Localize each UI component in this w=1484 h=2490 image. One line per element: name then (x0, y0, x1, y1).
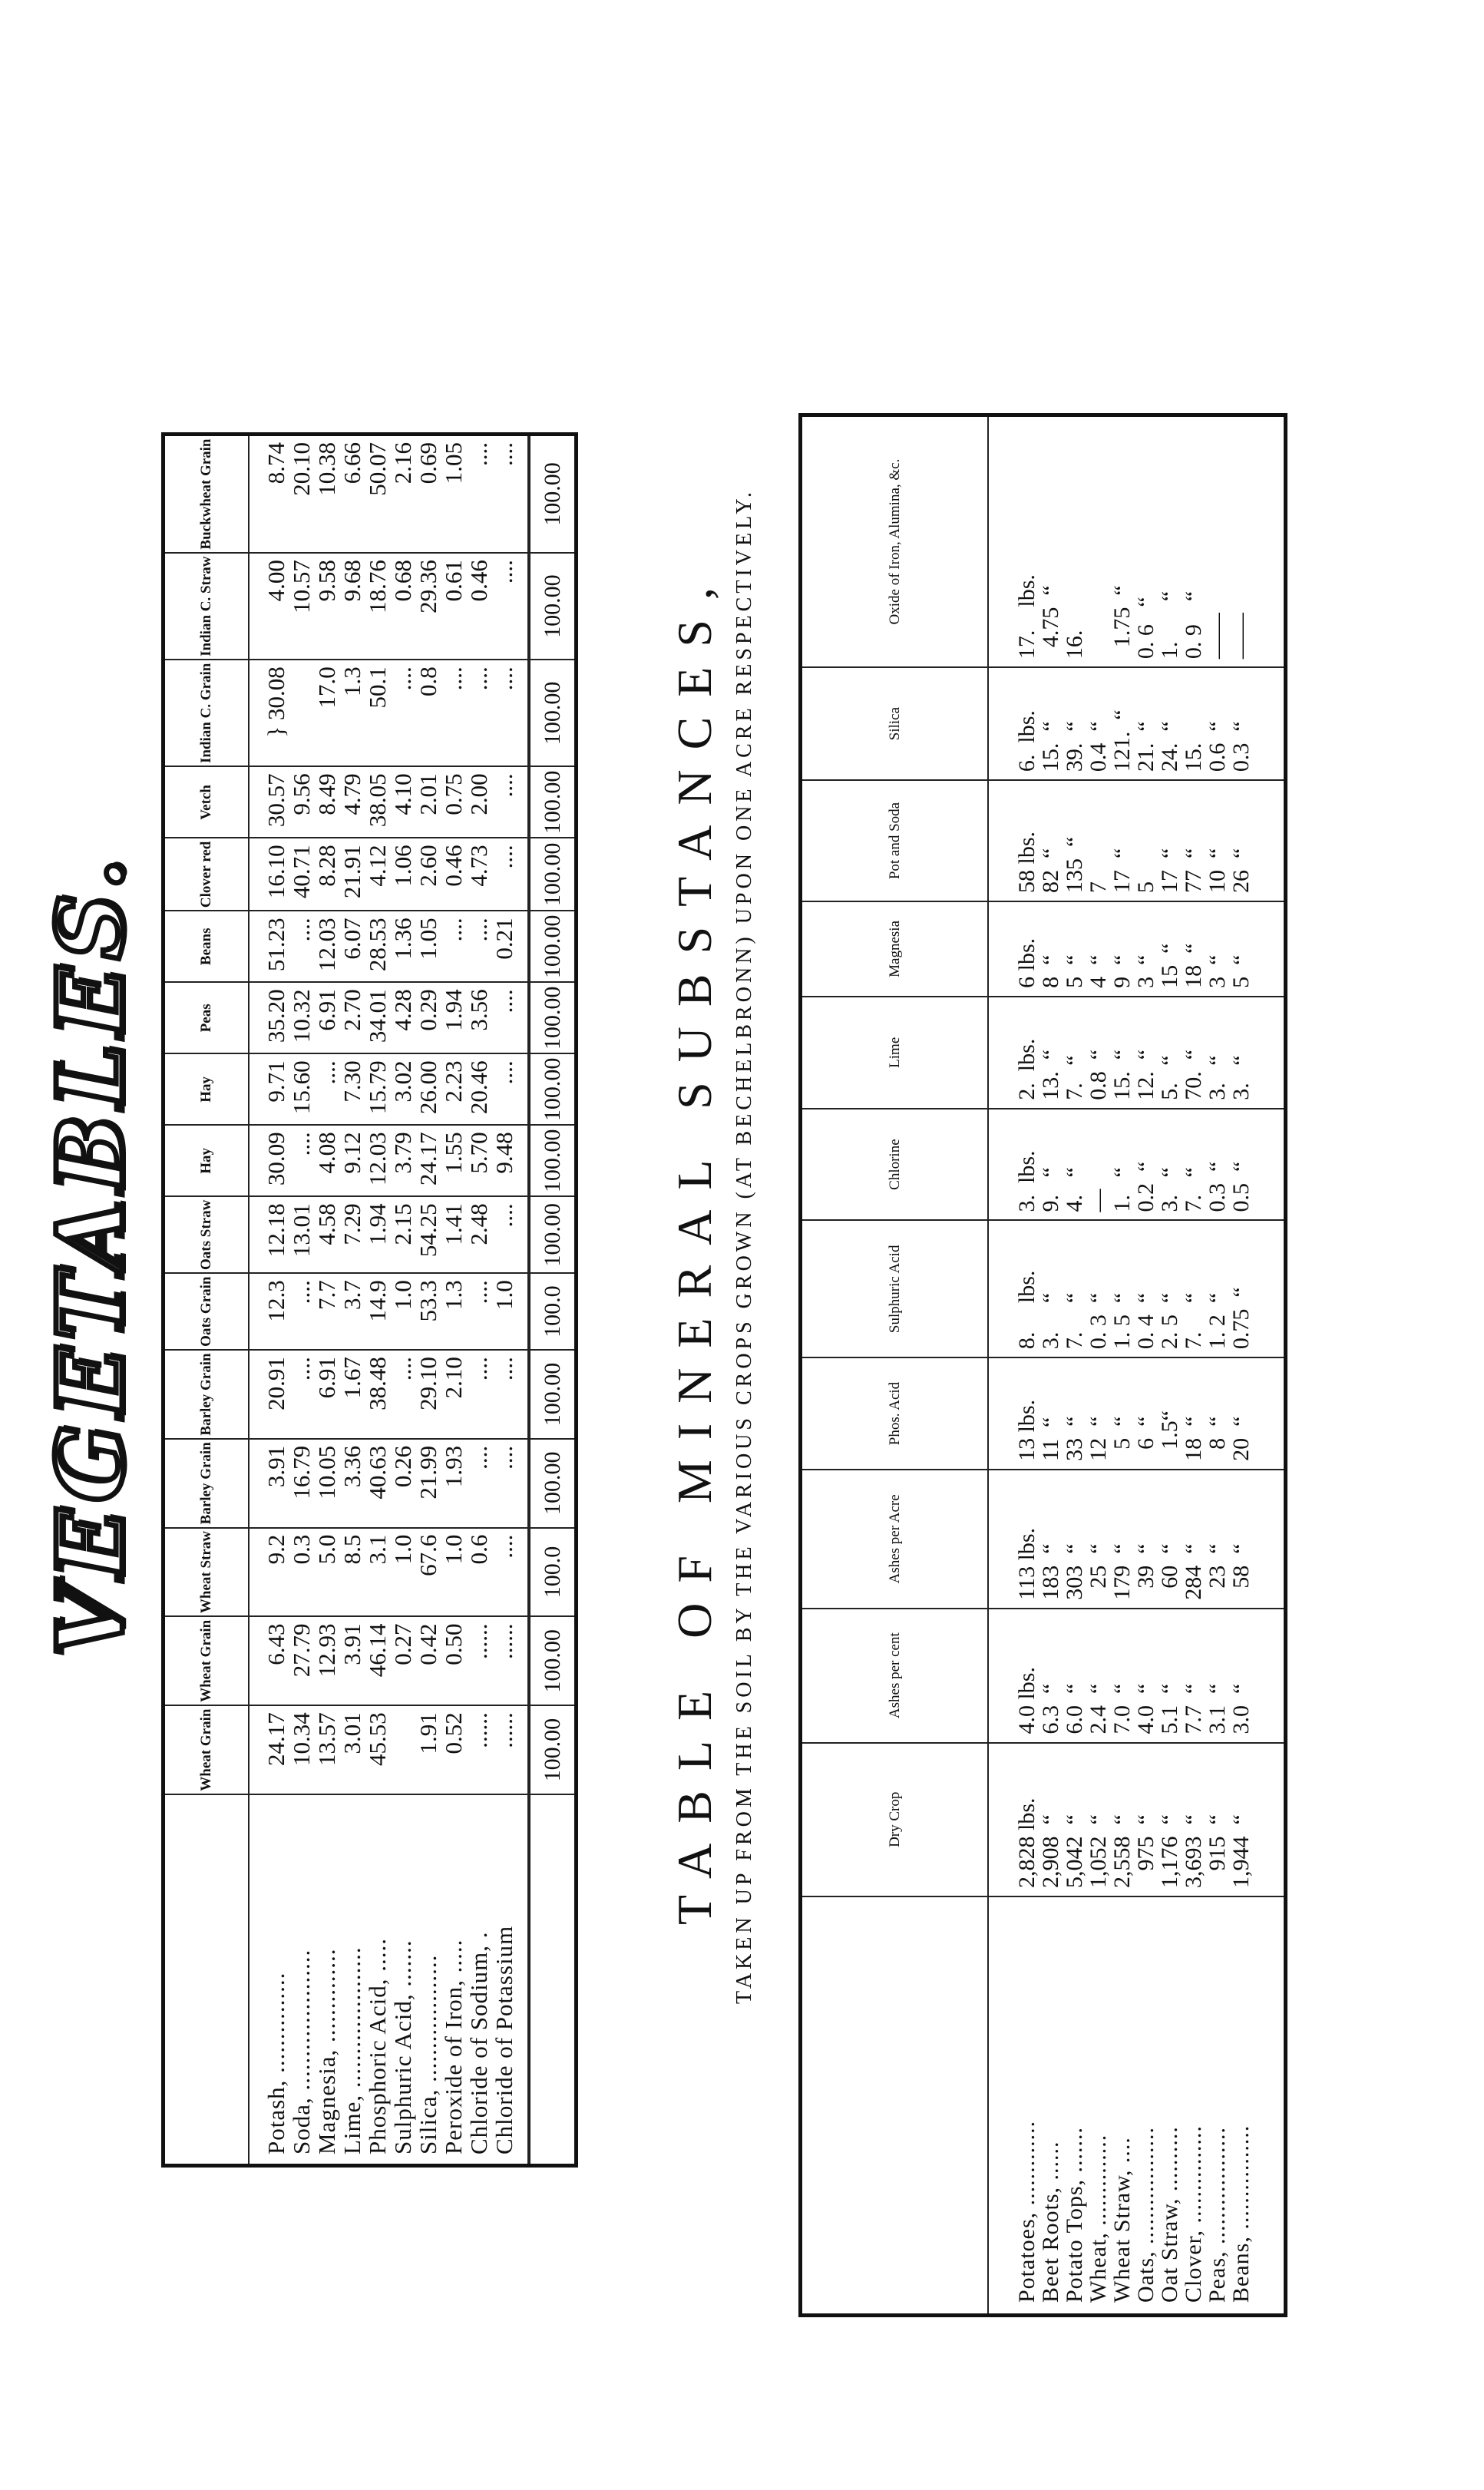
data-column: 2. lbs. 13. “ 7. “ 0.8 “ 15. “ 12. “ 5. “ 70. “ 3. “ 3. “ (988, 997, 1286, 1109)
data-column: 8.74 20.10 10.38 6.66 50.07 2.16 0.69 1.05 .... .... (249, 435, 529, 554)
total-cell: 100.00 (529, 838, 577, 911)
column-header: Indian C. Straw (164, 553, 250, 660)
total-cell: 100.00 (529, 660, 577, 766)
data-column: 8. lbs. 3. “ 7. “ 0. 3 “ 1. 5 “ 0. 4 “ 2. 5 “ 7. “ 1. 2 “ 0.75 “ (988, 1220, 1286, 1357)
data-column: } 30.08 17.0 1.3 50.1 .... 0.8 .... .... .... (249, 660, 529, 766)
column-header: Silica (801, 667, 989, 780)
data-column: 6.43 27.79 12.93 3.91 46.14 0.27 0.42 0.50 ...... ...... (249, 1616, 529, 1705)
data-column: 12.3 .... 7.7 3.7 14.9 1.0 53.3 1.3 .... 1.0 (249, 1273, 529, 1350)
total-cell: 100.00 (529, 1053, 577, 1125)
column-header: Indian C. Grain (164, 660, 250, 766)
section-title: TABLE OF MINERAL SUBSTANCES, (667, 567, 722, 1925)
total-cell: 100.00 (529, 982, 577, 1053)
column-header: Sulphuric Acid (801, 1220, 989, 1357)
row-label-header (164, 1794, 250, 2166)
data-column: 2,828 lbs. 2,908 “ 5,042 “ 1,052 “ 2,558 “ 975 “ 1,176 “ 3,693 “ 915 “ 1,944 “ (988, 1743, 1286, 1896)
column-header: Chlorine (801, 1109, 989, 1221)
total-cell: 100.0 (529, 1528, 577, 1617)
data-column: 4.0 lbs. 6.3 “ 6.0 “ 2.4 “ 7.0 “ 4.0 “ 5.1 “ 7.7 “ 3.1 “ 3.0 “ (988, 1609, 1286, 1743)
column-header: Clover red (164, 838, 250, 911)
data-column: 6. lbs. 15. “ 39. “ 0.4 “ 121. “ 21. “ 24. “ 15. 0.6 “ 0.3 “ (988, 667, 1286, 780)
total-cell: 100.00 (529, 1439, 577, 1528)
page-heading: VEGETABLES. (37, 851, 144, 1657)
data-column: 30.09 .... 4.08 9.12 12.03 3.79 24.17 1.55 5.70 9.48 (249, 1125, 529, 1196)
column-header: Peas (164, 982, 250, 1053)
column-header: Beans (164, 911, 250, 982)
column-header: Buckwheat Grain (164, 435, 250, 554)
data-column: 58 lbs. 82 “ 135 “ 7 17 “ 5 17 “ 77 “ 10 “ 26 “ (988, 780, 1286, 901)
total-cell: 100.00 (529, 553, 577, 660)
column-header: Barley Grain (164, 1439, 250, 1528)
table-body-row (988, 415, 1286, 2316)
column-header: Oxide of Iron, Alumina, &c. (801, 415, 989, 668)
totals-row (529, 435, 577, 2166)
data-column: 51.23 .... 12.03 6.07 28.53 1.36 1.05 .... .... 0.21 (249, 911, 529, 982)
row-labels: Potash, ............... Soda, ..................... Magnesia, .............. Lime, ..................... Phosphoric Acid, ..... Sulphuric Acid, ....... Silica, ................... Peroxide of Iron, ..... Chloride of Sodium, . Chloride of Potassium (263, 1925, 517, 2154)
mineral-uptake-table (798, 413, 1287, 2317)
column-header: Phos. Acid (801, 1357, 989, 1470)
column-header: Wheat Straw (164, 1528, 250, 1617)
data-column: 3.91 16.79 10.05 3.36 40.63 0.26 21.99 1.93 .... .... (249, 1439, 529, 1528)
total-cell: 100.00 (529, 911, 577, 982)
data-column: 3. lbs. 9. “ 4. “ — 1. “ 0.2 “ 3. “ 7. “ 0.3 “ 0.5 “ (988, 1109, 1286, 1221)
column-header: Ashes per Acre (801, 1470, 989, 1609)
table-header-row (801, 415, 989, 2316)
column-header: Lime (801, 997, 989, 1109)
column-header: Oats Straw (164, 1196, 250, 1273)
data-column: 24.17 10.34 13.57 3.01 45.53 1.91 0.52 ...... ...... (249, 1705, 529, 1794)
section-caption: TAKEN UP FROM THE SOIL BY THE VARIOUS CROPS GROWN (AT BECHELBRONN) UPON ONE ACRE RESPECTIVELY. (732, 488, 756, 2004)
data-column: 20.91 .... 6.91 1.67 38.48 .... 29.10 2.10 .... .... (249, 1350, 529, 1439)
column-header: Pot and Soda (801, 780, 989, 901)
total-cell: 100.00 (529, 1705, 577, 1794)
column-header: Vetch (164, 766, 250, 838)
data-column: 4.00 10.57 9.58 9.68 18.76 0.68 29.36 0.61 0.46 .... (249, 553, 529, 660)
data-column: 9.71 15.60 .... 7.30 15.79 3.02 26.00 2.23 20.46 .... (249, 1053, 529, 1125)
column-header: Ashes per cent (801, 1609, 989, 1743)
column-header: Oats Grain (164, 1273, 250, 1350)
data-column: 16.10 40.71 8.28 21.91 4.12 1.06 2.60 0.46 4.73 .... (249, 838, 529, 911)
column-header: Hay (164, 1053, 250, 1125)
column-header: Hay (164, 1125, 250, 1196)
total-cell: 100.00 (529, 1125, 577, 1196)
row-label-header (801, 1896, 989, 2316)
total-cell: 100.00 (529, 1616, 577, 1705)
row-labels: Potatoes, ............. Beet Roots, ...... Potato Tops, ....... Wheat, .............. Wheat Straw, .... Oats, .................. Oat Straw, .......... Clover, ............... Peas, .................. Beans, ................ (1014, 2120, 1254, 2303)
data-column: 9.2 0.3 5.0 8.5 3.1 1.0 67.6 1.0 0.6 .... (249, 1528, 529, 1617)
column-header: Dry Crop (801, 1743, 989, 1896)
data-column: 6 lbs. 8 “ 5 “ 4 “ 9 “ 3 “ 15 “ 18 “ 3 “ 5 “ (988, 901, 1286, 997)
column-header: Magnesia (801, 901, 989, 997)
column-header: Wheat Grain (164, 1616, 250, 1705)
data-column: 17. lbs. 4.75 “ 16. 1.75 “ 0. 6 “ 1. “ 0. 9 “ —— —— (988, 415, 1286, 668)
total-cell: 100.0 (529, 1273, 577, 1350)
column-header: Wheat Grain (164, 1705, 250, 1794)
data-column: 113 lbs. 183 “ 303 “ 25 “ 179 “ 39 “ 60 “ 284 “ 23 “ 58 “ (988, 1470, 1286, 1609)
table-header-row (164, 435, 250, 2166)
total-cell: 100.00 (529, 1350, 577, 1439)
total-cell: 100.00 (529, 766, 577, 838)
column-header: Barley Grain (164, 1350, 250, 1439)
total-cell: 100.00 (529, 435, 577, 554)
composition-table (161, 432, 578, 2168)
totals-spacer (529, 1794, 577, 2166)
data-column: 13 lbs. 11 “ 33 “ 12 “ 5 “ 6 “ 1.5“ 18 “ 8 “ 20 “ (988, 1357, 1286, 1470)
table-body-row (249, 435, 529, 2166)
data-column: 12.18 13.01 4.58 7.29 1.94 2.15 54.25 1.41 2.48 .... (249, 1196, 529, 1273)
data-column: 35.20 10.32 6.91 2.70 34.01 4.28 0.29 1.94 3.56 .... (249, 982, 529, 1053)
data-column: 30.57 9.56 8.49 4.79 38.05 4.10 2.01 0.75 2.00 .... (249, 766, 529, 838)
total-cell: 100.00 (529, 1196, 577, 1273)
